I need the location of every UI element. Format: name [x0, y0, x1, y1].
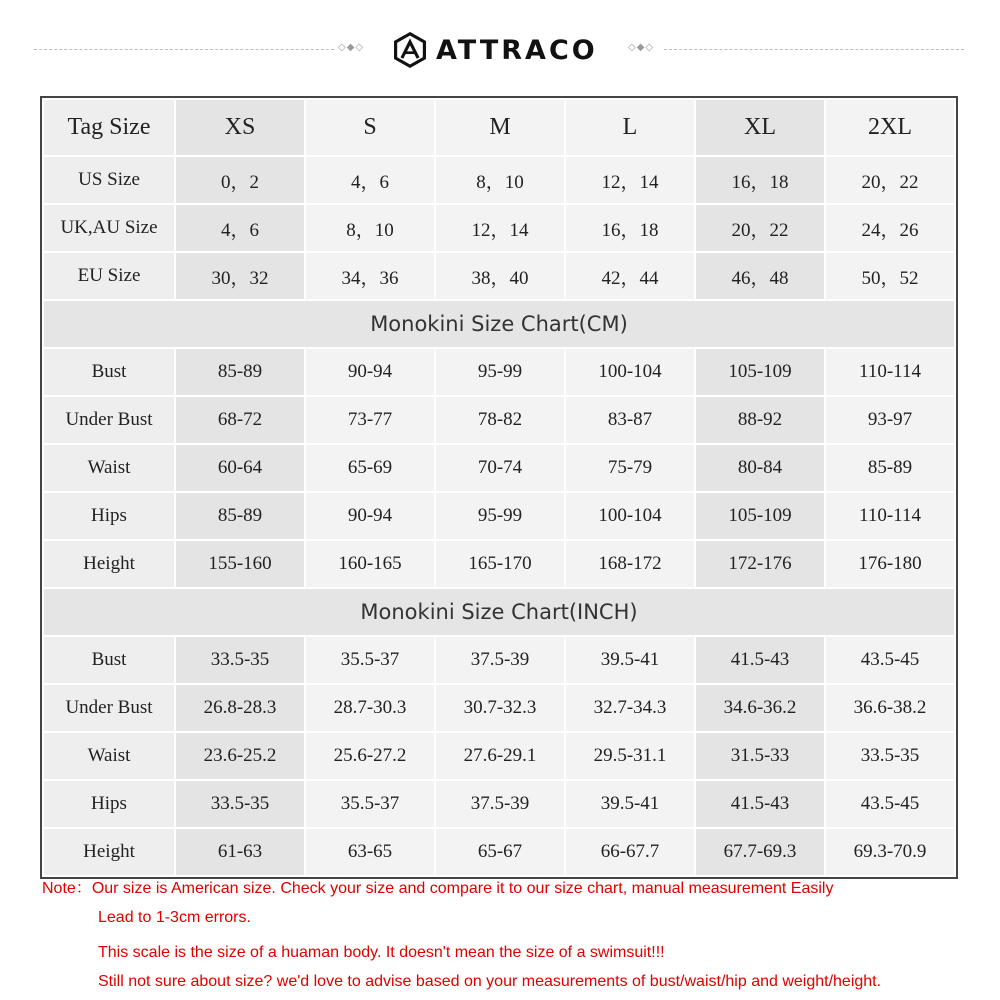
table-cell: 93-97	[826, 397, 954, 443]
table-row	[44, 733, 954, 779]
size-header-l: L	[566, 100, 694, 155]
table-cell: 61-63	[176, 829, 304, 875]
table-row	[44, 397, 954, 443]
table-cell: 38，40	[436, 253, 564, 299]
table-cell: 95-99	[436, 349, 564, 395]
table-cell: 60-64	[176, 445, 304, 491]
table-cell: 176-180	[826, 541, 954, 587]
table-cell: 8，10	[306, 205, 434, 251]
table-cell: 26.8-28.3	[176, 685, 304, 731]
table-cell: 165-170	[436, 541, 564, 587]
table-cell: 69.3-70.9	[826, 829, 954, 875]
row-label: Height	[44, 541, 174, 587]
note-text-1: Our size is American size. Check your size and compare it to our size chart, manual measurement Easily	[91, 880, 834, 897]
table-cell: 4，6	[306, 157, 434, 203]
table-cell: 16，18	[566, 205, 694, 251]
row-label: Under Bust	[44, 397, 174, 443]
row-label: Height	[44, 829, 174, 875]
table-cell: 8，10	[436, 157, 564, 203]
size-header-m: M	[436, 100, 564, 155]
table-row	[44, 349, 954, 395]
row-label: Under Bust	[44, 685, 174, 731]
table-cell: 16，18	[696, 157, 824, 203]
table-cell: 65-69	[306, 445, 434, 491]
table-cell: 73-77	[306, 397, 434, 443]
table-cell: 27.6-29.1	[436, 733, 564, 779]
table-cell: 43.5-45	[826, 781, 954, 827]
divider-right	[664, 49, 964, 50]
size-header-s: S	[306, 100, 434, 155]
table-cell: 33.5-35	[826, 733, 954, 779]
table-cell: 68-72	[176, 397, 304, 443]
table-cell: 34，36	[306, 253, 434, 299]
table-row	[44, 637, 954, 683]
table-cell: 105-109	[696, 493, 824, 539]
table-cell: 75-79	[566, 445, 694, 491]
row-label: US Size	[44, 157, 174, 203]
row-label: Hips	[44, 781, 174, 827]
table-row	[44, 493, 954, 539]
table-cell: 83-87	[566, 397, 694, 443]
table-cell: 43.5-45	[826, 637, 954, 683]
table-cell: 37.5-39	[436, 781, 564, 827]
table-cell: 30，32	[176, 253, 304, 299]
table-cell: 33.5-35	[176, 781, 304, 827]
table-cell: 20，22	[826, 157, 954, 203]
table-cell: 172-176	[696, 541, 824, 587]
table-cell: 46，48	[696, 253, 824, 299]
table-cell: 25.6-27.2	[306, 733, 434, 779]
table-cell: 90-94	[306, 493, 434, 539]
table-cell: 95-99	[436, 493, 564, 539]
table-cell: 35.5-37	[306, 781, 434, 827]
table-cell: 78-82	[436, 397, 564, 443]
brand-hexagon-icon	[392, 32, 428, 68]
table-cell: 41.5-43	[696, 637, 824, 683]
divider-left	[34, 49, 334, 50]
row-label: Bust	[44, 349, 174, 395]
note-line-2: Lead to 1-3cm errors.	[98, 909, 251, 926]
table-cell: 66-67.7	[566, 829, 694, 875]
row-label: Hips	[44, 493, 174, 539]
cm-section-title: Monokini Size Chart(CM)	[44, 301, 954, 347]
table-cell: 33.5-35	[176, 637, 304, 683]
tag-size-label: Tag Size	[44, 100, 174, 155]
table-cell: 67.7-69.3	[696, 829, 824, 875]
table-cell: 41.5-43	[696, 781, 824, 827]
table-cell: 36.6-38.2	[826, 685, 954, 731]
table-cell: 90-94	[306, 349, 434, 395]
table-cell: 30.7-32.3	[436, 685, 564, 731]
table-cell: 4，6	[176, 205, 304, 251]
row-label: Bust	[44, 637, 174, 683]
inch-section-row	[44, 589, 954, 635]
table-row	[44, 829, 954, 875]
diamond-ornament-left-icon: ◇◆◇	[338, 42, 365, 53]
table-cell: 0，2	[176, 157, 304, 203]
table-cell: 32.7-34.3	[566, 685, 694, 731]
table-row	[44, 445, 954, 491]
size-header-xs: XS	[176, 100, 304, 155]
table-cell: 35.5-37	[306, 637, 434, 683]
table-cell: 37.5-39	[436, 637, 564, 683]
table-cell: 110-114	[826, 349, 954, 395]
table-cell: 85-89	[176, 493, 304, 539]
table-cell: 105-109	[696, 349, 824, 395]
table-cell: 100-104	[566, 349, 694, 395]
table-cell: 20，22	[696, 205, 824, 251]
row-label: Waist	[44, 445, 174, 491]
table-cell: 85-89	[826, 445, 954, 491]
row-label: EU Size	[44, 253, 174, 299]
table-cell: 155-160	[176, 541, 304, 587]
table-cell: 65-67	[436, 829, 564, 875]
table-cell: 70-74	[436, 445, 564, 491]
table-cell: 80-84	[696, 445, 824, 491]
cm-section-row	[44, 301, 954, 347]
table-row	[44, 205, 954, 251]
note-prefix: Note：	[42, 880, 92, 897]
note-line-1	[42, 874, 833, 903]
table-cell: 168-172	[566, 541, 694, 587]
table-cell: 24，26	[826, 205, 954, 251]
table-cell: 42，44	[566, 253, 694, 299]
table-cell: 31.5-33	[696, 733, 824, 779]
size-chart-body	[44, 100, 954, 875]
table-cell: 39.5-41	[566, 637, 694, 683]
table-row	[44, 685, 954, 731]
table-cell: 63-65	[306, 829, 434, 875]
table-cell: 12，14	[436, 205, 564, 251]
size-header-2xl: 2XL	[826, 100, 954, 155]
size-chart-table	[40, 96, 958, 879]
table-cell: 28.7-30.3	[306, 685, 434, 731]
table-row	[44, 541, 954, 587]
table-header-row	[44, 100, 954, 155]
size-header-xl: XL	[696, 100, 824, 155]
row-label: UK,AU Size	[44, 205, 174, 251]
table-row	[44, 157, 954, 203]
brand-logo	[392, 30, 598, 70]
table-cell: 39.5-41	[566, 781, 694, 827]
table-cell: 23.6-25.2	[176, 733, 304, 779]
table-row	[44, 781, 954, 827]
table-cell: 85-89	[176, 349, 304, 395]
table-cell: 34.6-36.2	[696, 685, 824, 731]
table-cell: 110-114	[826, 493, 954, 539]
table-cell: 50，52	[826, 253, 954, 299]
page-header	[0, 0, 1000, 96]
table-row	[44, 253, 954, 299]
table-cell: 160-165	[306, 541, 434, 587]
table-cell: 100-104	[566, 493, 694, 539]
note-line-3: This scale is the size of a huaman body. It doesn't mean the size of a swimsuit!!!	[98, 944, 665, 961]
brand-name: ATTRACO	[436, 34, 598, 66]
table-cell: 12，14	[566, 157, 694, 203]
row-label: Waist	[44, 733, 174, 779]
diamond-ornament-right-icon: ◇◆◇	[628, 42, 655, 53]
note-line-4: Still not sure about size? we'd love to advise based on your measurements of bust/waist/hip and weight/height.	[98, 973, 882, 990]
inch-section-title: Monokini Size Chart(INCH)	[44, 589, 954, 635]
table-cell: 29.5-31.1	[566, 733, 694, 779]
table-cell: 88-92	[696, 397, 824, 443]
